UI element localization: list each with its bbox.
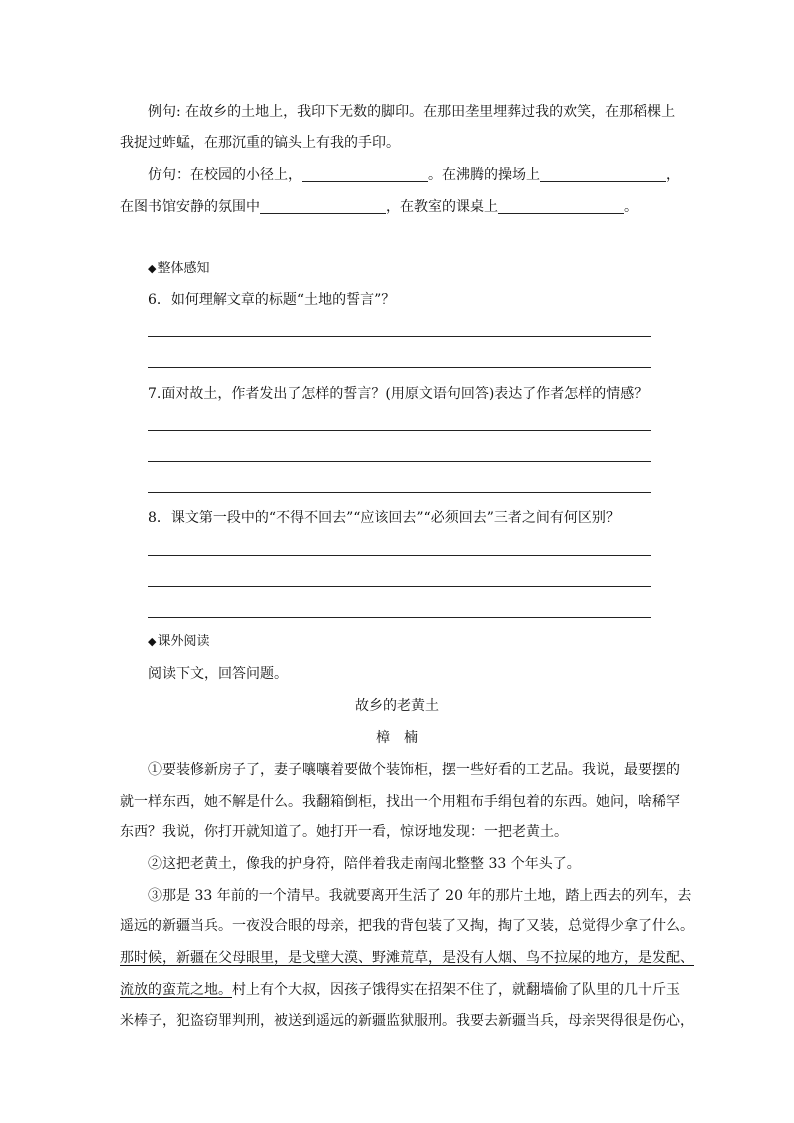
- paragraph-2: ②这把老黄土，像我的护身符，陪伴着我走南闯北整整 33 个年头了。: [148, 856, 581, 872]
- answer-blank-1[interactable]: [302, 166, 428, 182]
- imitation-line-1: [148, 165, 680, 185]
- imitation-text-2: 。在沸腾的操场上: [428, 167, 540, 183]
- answer-blank-2[interactable]: [540, 166, 666, 182]
- underlined-sentence-part-1: 那时候，新疆在父母眼里，是戈壁大漠、野滩荒草，是没有人烟、鸟不拉屎的地方，是发配、: [120, 950, 694, 966]
- paragraph-1-line-3: 东西？我说，你打开就知道了。她打开一看，惊讶地发现：一把老黄土。: [120, 824, 568, 840]
- imitation-text-1: 仿句：在校园的小径上，: [148, 167, 302, 183]
- answer-line-q7-2[interactable]: [148, 461, 651, 462]
- article-title: 故乡的老黄土: [355, 698, 439, 714]
- paragraph-1-line-1: ①要装修新房子了，妻子嚷嚷着要做个装饰柜，摆一些好看的工艺品。我说，最要摆的: [148, 762, 680, 778]
- imitation-text-4: 在图书馆安静的氛围中: [120, 199, 260, 215]
- imitation-line-2: [120, 197, 638, 217]
- paragraph-3-line-2: 遥远的新疆当兵。一夜没合眼的母亲，把我的背包装了又掏，掏了又装，总觉得少拿了什么。: [120, 918, 694, 934]
- section-title: 课外阅读: [157, 634, 210, 649]
- paragraph-3-line-4-rest: 村上有个大叔，因孩子饿得实在招架不住了，就翻墙偷了队里的几十斤玉: [232, 982, 680, 998]
- section-heading-extracurricular: [148, 632, 209, 652]
- section-heading-overall: [148, 259, 209, 279]
- imitation-text-6: 。: [624, 199, 638, 215]
- answer-line-q7-3[interactable]: [148, 492, 651, 493]
- example-line-2: 我捉过蚱蜢，在那沉重的镐头上有我的手印。: [120, 135, 400, 151]
- question-8: 8．课文第一段中的“不得不回去”“应该回去”“必须回去”三者之间有何区别？: [148, 510, 620, 526]
- paragraph-3-line-4: [120, 980, 680, 1000]
- paragraph-3-line-3: [120, 948, 694, 968]
- diamond-icon: ◆: [148, 635, 157, 648]
- answer-line-q8-1[interactable]: [148, 555, 651, 556]
- answer-line-q8-2[interactable]: [148, 586, 651, 587]
- paragraph-3-line-5: 米棒子，犯盗窃罪判刑，被送到遥远的新疆监狱服刑。我要去新疆当兵，母亲哭得很是伤心，: [120, 1013, 694, 1029]
- imitation-text-3: ，: [666, 167, 680, 183]
- answer-blank-3[interactable]: [260, 198, 386, 214]
- diamond-icon: ◆: [148, 262, 157, 275]
- question-6: 6．如何理解文章的标题“土地的誓言”？: [148, 292, 396, 308]
- answer-line-q7-1[interactable]: [148, 430, 651, 431]
- reading-instruction: 阅读下文，回答问题。: [148, 666, 288, 682]
- article-author: 樟 楠: [376, 730, 418, 746]
- underlined-sentence-part-2: 流放的蛮荒之地。: [120, 982, 232, 998]
- section-title: 整体感知: [157, 261, 210, 276]
- answer-line-q8-3[interactable]: [148, 617, 651, 618]
- answer-line-q6-2[interactable]: [148, 367, 651, 368]
- question-7: 7.面对故土，作者发出了怎样的誓言？(用原文语句回答)表达了作者怎样的情感？: [148, 386, 649, 402]
- answer-line-q6-1[interactable]: [148, 336, 651, 337]
- answer-blank-4[interactable]: [498, 198, 624, 214]
- example-line-1: 例句: 在故乡的土地上，我印下无数的脚印。在那田垄里埋葬过我的欢笑，在那稻棵上: [148, 104, 676, 120]
- paragraph-1-line-2: 就一样东西，她不解是什么。我翻箱倒柜，找出一个用粗布手绢包着的东西。她问，啥稀罕: [120, 794, 680, 810]
- imitation-text-5: ，在教室的课桌上: [386, 199, 498, 215]
- paragraph-3-line-1: ③那是 33 年前的一个清早。我就要离开生活了 20 年的那片土地，踏上西去的列车，去: [148, 888, 692, 904]
